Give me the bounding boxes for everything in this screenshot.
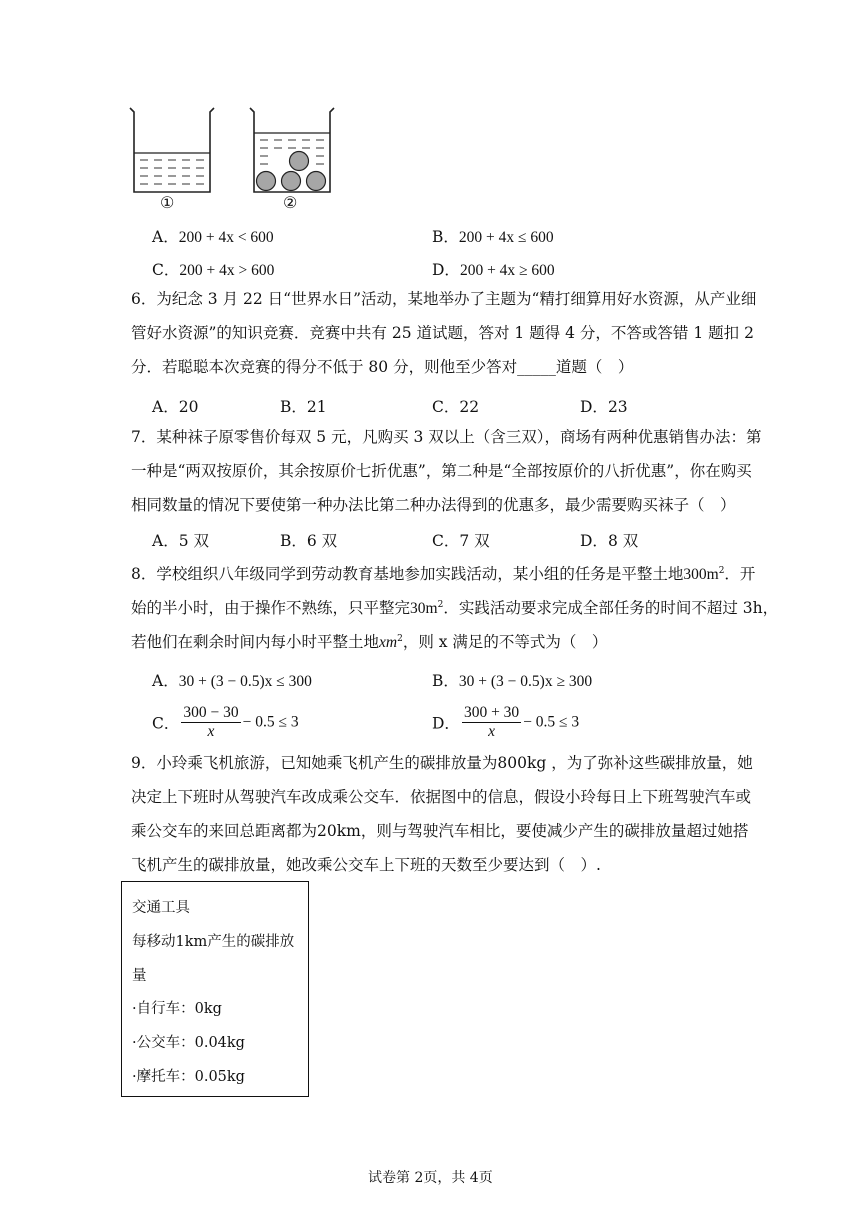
q5-option-a: [152, 225, 274, 247]
q5-option-c: [152, 258, 274, 280]
option-expr: 200 + 4x > 600: [179, 262, 275, 279]
ball: [282, 172, 301, 191]
option-expr: 200 + 4x < 600: [178, 229, 274, 246]
option-text: 20: [178, 398, 199, 416]
q9-line-2: 决定上下班时从驾驶汽车改成乘公交车．依据图中的信息，假设小玲每日上下班驾驶汽车或: [131, 788, 752, 806]
option-letter: D．: [580, 532, 608, 550]
option-text: 7 双: [459, 532, 490, 550]
q5-option-b: [432, 225, 554, 247]
box-row-bicycle: ·自行车：0kg: [132, 1001, 222, 1017]
q7-line-2: 一种是“两双按原价，其余按原价七折优惠”，第二种是“全部按原价的八折优惠”，你在购买: [131, 462, 752, 480]
option-text: 5 双: [178, 532, 209, 550]
q8-option-c: [152, 704, 299, 741]
option-letter: D．: [432, 714, 460, 733]
option-letter: C．: [432, 532, 460, 550]
option-expr: − 0.5 ≤ 3: [523, 713, 580, 731]
q8-text: ，则 x 满足的不等式为（ ）: [402, 633, 608, 652]
q7-line-3: 相同数量的情况下要使第一种办法比第二种办法得到的优惠多，最少需要购买袜子（ ）: [131, 496, 736, 514]
superscript: 2: [437, 600, 444, 610]
box-subtitle-1: 每移动1km产生的碳排放: [132, 934, 295, 950]
option-letter: C．: [152, 714, 180, 733]
option-letter: B．: [432, 672, 459, 690]
beaker-1: [130, 108, 214, 192]
q6-option-d: [580, 395, 628, 417]
option-expr: 200 + 4x ≤ 600: [458, 229, 554, 246]
q8-option-a: [152, 669, 312, 691]
area-value: xm: [379, 634, 398, 652]
q7-line-1: 7．某种袜子原零售价每双 5 元，凡购买 3 双以上（含三双），商场有两种优惠销售办法：第: [131, 428, 762, 446]
page-footer: 试卷第 2页，共 4页: [368, 1170, 493, 1186]
q8-text: ．实践活动要求完成全部任务的时间不超过 3h，: [443, 599, 779, 618]
q9-line-3: 乘公交车的来回总距离都为20km，则与驾驶汽车相比，要使减少产生的碳排放量超过她搭: [131, 822, 749, 840]
q8-text: 若他们在剩余时间内每小时平整土地: [131, 633, 380, 652]
option-letter: B．: [280, 532, 307, 550]
figure-label-2: ②: [283, 193, 298, 212]
ball: [307, 172, 326, 191]
option-text: 21: [306, 398, 327, 416]
fraction-numerator: 300 − 30: [183, 704, 239, 721]
option-letter: A．: [152, 672, 179, 690]
q8-line-3: [131, 622, 607, 660]
figure-label-1: ①: [160, 193, 175, 212]
beaker-figure: [120, 100, 350, 220]
option-text: 22: [459, 398, 480, 416]
area-value: 30m: [410, 600, 438, 618]
beaker-2: [250, 108, 334, 192]
option-letter: B．: [432, 228, 459, 246]
ball: [290, 152, 309, 171]
q5-option-d: [432, 258, 555, 280]
box-row-motorcycle: ·摩托车：0.05kg: [132, 1069, 245, 1085]
option-expr: 200 + 4x ≥ 600: [459, 262, 555, 279]
option-letter: B．: [280, 398, 307, 416]
q8-text: ．开: [724, 565, 756, 584]
q6-line-1: 6．为纪念 3 月 22 日“世界水日”活动，某地举办了主题为“精打细算用好水资源，从产业细: [131, 290, 757, 308]
q6-option-b: [280, 395, 327, 417]
q9-line-1: 9．小玲乘飞机旅游，已知她乘飞机产生的碳排放量为800kg ，为了弥补这些碳排放量，她: [131, 754, 753, 772]
q8-text: 始的半小时，由于操作不熟练，只平整完: [131, 599, 411, 618]
option-expr: 30 + (3 − 0.5)x ≥ 300: [458, 673, 593, 690]
box-title: 交通工具: [132, 900, 190, 916]
q6-line-2: 管好水资源”的知识竞赛．竞赛中共有 25 道试题，答对 1 题得 4 分，不答或答错 1 题扣 2: [131, 324, 754, 342]
q8-line-1: [131, 554, 755, 592]
fraction: [181, 704, 240, 741]
option-letter: D．: [432, 261, 460, 279]
area-value: 300m: [683, 566, 719, 584]
option-text: 6 双: [306, 532, 338, 550]
option-letter: A．: [152, 228, 179, 246]
fraction-numerator: 300 + 30: [463, 704, 520, 721]
superscript: 2: [397, 634, 403, 644]
q6-option-a: [152, 395, 198, 417]
fraction: [462, 704, 521, 741]
box-row-bus: ·公交车：0.04kg: [132, 1035, 245, 1051]
option-letter: A．: [152, 532, 179, 550]
q6-option-c: [432, 395, 479, 417]
fraction-denominator: x: [207, 723, 215, 740]
q8-line-2: [131, 588, 778, 626]
q8-option-b: [432, 669, 592, 691]
option-letter: C．: [432, 398, 460, 416]
option-letter: A．: [152, 398, 179, 416]
q6-line-3: 分．若聪聪本次竞赛的得分不低于 80 分，则他至少答对_____道题（ ）: [131, 358, 634, 376]
fraction-denominator: x: [488, 723, 495, 740]
q8-text: 8．学校组织八年级同学到劳动教育基地参加实践活动，某小组的任务是平整土地: [131, 565, 684, 584]
q7-option-d: [580, 529, 638, 551]
q9-line-4: 飞机产生的碳排放量，她改乘公交车上下班的天数至少要达到（ ）.: [131, 856, 601, 874]
option-text: 8 双: [607, 532, 639, 550]
option-letter: D．: [580, 398, 608, 416]
option-letter: C．: [152, 261, 180, 279]
box-subtitle-2: 量: [132, 968, 147, 984]
option-expr: − 0.5 ≤ 3: [242, 713, 299, 731]
q7-option-a: [152, 529, 209, 551]
option-expr: 30 + (3 − 0.5)x ≤ 300: [178, 673, 312, 690]
q8-option-d: [432, 704, 579, 741]
ball: [257, 172, 276, 191]
q7-option-c: [432, 529, 490, 551]
option-text: 23: [607, 398, 628, 416]
transport-info-box: [121, 881, 309, 1097]
superscript: 2: [718, 566, 725, 576]
q7-option-b: [280, 529, 337, 551]
